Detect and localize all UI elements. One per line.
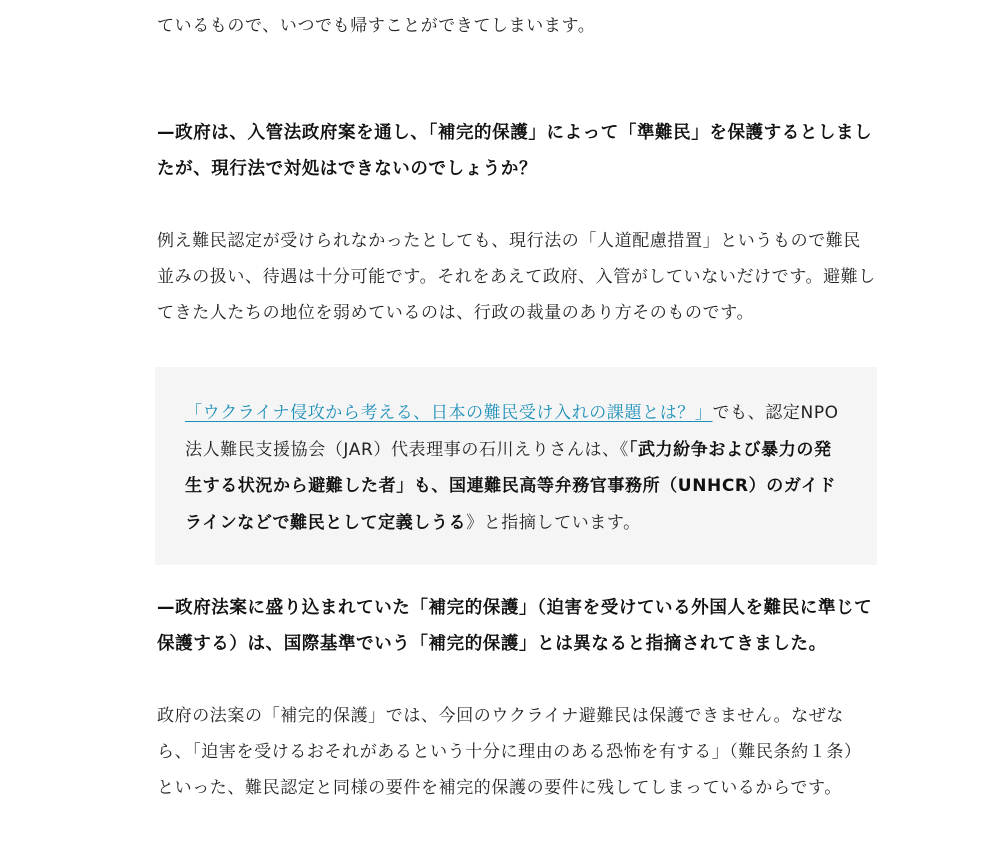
related-article-link[interactable]: 「ウクライナ侵攻から考える、日本の難民受け入れの課題とは？」 [185,403,713,423]
question-heading-2: —政府法案に盛り込まれていた「補完的保護」（迫害を受けている外国人を難民に準じて保護する）は、国際基準でいう「補完的保護」とは異なると指摘されてきました。 [157,598,873,654]
question-heading-1: —政府は、入管法政府案を通し、「補完的保護」によって「準難民」を保護するとしましたが、現行法で対処はできないのでしょうか？ [157,123,873,179]
answer-paragraph-2: 政府の法案の「補完的保護」では、今回のウクライナ避難民は保護できません。なぜなら、「迫害を受けるおそれがあるという十分に理由のある恐怖を有する」（難民条約１条）といった、難民認定と同様の要件を補完的保護の要件に残してしまっているからです。 [157,706,862,798]
quote-text-before: でも、認定NPO法人難民支援協会（JAR）代表理事の石川えりさんは、《 [185,403,839,460]
quote-text-after: 》と指摘しています。 [466,512,641,533]
quote-box [155,367,877,565]
intro-paragraph-tail: ているもので、いつでも帰すことができてしまいます。 [157,16,596,36]
answer-paragraph-1: 例え難民認定が受けられなかったとしても、現行法の「人道配慮措置」というもので難民並みの扱い、待遇は十分可能です。それをあえて政府、入管がしていないだけです。避難してきた人たちの地位を弱めているのは、行政の裁量のあり方そのものです。 [157,231,876,323]
quote-emphasis: 「武力紛争および暴力の発生する状況から避難した者」も、国連難民高等弁務官事務所（UNHCR）のガイドラインなどで難民として定義しうる [185,439,837,533]
quote-text [185,395,847,541]
